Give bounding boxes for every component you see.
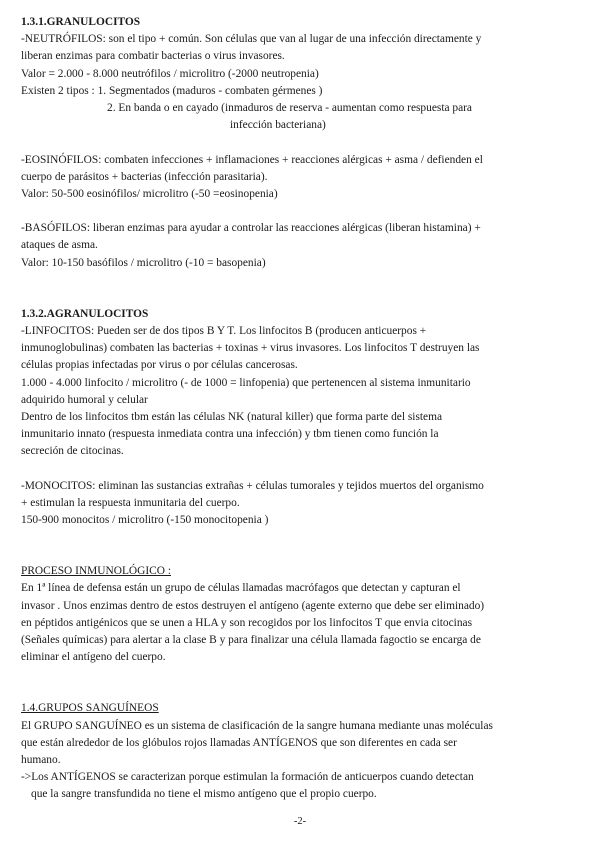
eosinofilos-value: Valor: 50-500 eosinófilos/ microlitro (-50 =eosinopenia) [21,187,278,200]
section-heading-proceso-inmunologico: PROCESO INMUNOLÓGICO : [21,565,171,578]
neutrofilos-line: -NEUTRÓFILOS: son el tipo + común. Son células que van al lugar de una infección directamente y [21,33,482,46]
section-heading-granulocitos: 1.3.1.GRANULOCITOS [21,16,141,28]
proceso-line: invasor . Unos enzimas dentro de estos destruyen el antígeno (agente externo que debe ser eliminado) [21,599,485,612]
proceso-line: En 1ª línea de defensa están un grupo de células llamadas macrófagos que detectan y capturan el [21,582,461,595]
section-heading-grupos-sanguineos: 1.4.GRUPOS SANGUÍNEOS [21,702,159,715]
grupos-line: que están alrededor de los glóbulos rojos llamadas ANTÍGENOS que son diferentes en cada ser [21,736,457,749]
section-heading-agranulocitos: 1.3.2.AGRANULOCITOS [21,307,149,320]
linfocitos-line: -LINFOCITOS: Pueden ser de dos tipos B Y T. Los linfocitos B (producen anticuerpos + [21,325,427,337]
linfocitos-value: 1.000 - 4.000 linfocito / microlitro (- de 1000 = linfopenia) que pertenencen al sistema inmunitario [21,376,471,389]
proceso-line: eliminar el antígeno del cuerpo. [21,651,166,664]
linfocitos-nk: Dentro de los linfocitos tbm están las células NK (natural killer) que forma parte del sistema [21,410,443,423]
monocitos-line: + estimulan la respuesta inmunitaria del cuerpo. [21,496,240,509]
neutrofilos-type-2: 2. En banda o en cayado (inmaduros de reserva - aumentan como respuesta para [107,101,472,114]
basofilos-line: ataques de asma. [21,239,98,252]
neutrofilos-line: liberan enzimas para combatir bacterias o virus invasores. [21,50,285,63]
grupos-line: El GRUPO SANGUÍNEO es un sistema de clasificación de la sangre humana mediante unas moléculas [21,719,493,732]
document-page [21,14,581,804]
monocitos-line: -MONOCITOS: eliminan las sustancias extrañas + células tumorales y tejidos muertos del organismo [21,479,484,492]
proceso-line: en péptidos antigénicos que se unen a HLA y son recogidos por los linfocitos T que envia citocinas [21,616,472,629]
basofilos-line: -BASÓFILOS: liberan enzimas para ayudar a controlar las reacciones alérgicas (liberan histamina) + [21,222,481,235]
monocitos-value: 150-900 monocitos / microlitro (-150 monocitopenia ) [21,514,269,527]
basofilos-value: Valor: 10-150 basófilos / microlitro (-10 = basopenia) [21,256,266,269]
grupos-line: humano. [21,753,61,766]
neutrofilos-types: Existen 2 tipos : 1. Segmentados (maduros - combaten gérmenes ) [21,84,323,97]
linfocitos-nk: secreción de citocinas. [21,445,124,458]
page-number: -2- [293,816,307,827]
proceso-line: (Señales químicas) para alertar a la clase B y para finalizar una célula llamada fagoctio se encarga de [21,634,481,646]
linfocitos-line: inmunoglobulinas) combaten las bacterias + toxinas + virus invasores. Los linfocitos T destruyen las [21,342,480,355]
neutrofilos-type-2-cont: infección bacteriana) [230,119,326,132]
eosinofilos-line: -EOSINÓFILOS: combaten infecciones + inflamaciones + reacciones alérgicas + asma / defienden el [21,153,483,166]
grupos-antigenos-cont: que la sangre transfundida no tiene el mismo antígeno que el propio cuerpo. [31,788,377,801]
neutrofilos-value: Valor = 2.000 - 8.000 neutrófilos / microlitro (-2000 neutropenia) [21,67,319,80]
eosinofilos-line: cuerpo de parásitos + bacterias (infección parasitaria). [21,170,268,183]
linfocitos-line: adquirido humoral y celular [21,393,148,406]
grupos-antigenos: ->Los ANTÍGENOS se caracterizan porque estimulan la formación de anticuerpos cuando detectan [21,771,474,784]
linfocitos-nk: inmunitario innato (respuesta inmediata contra una infección) y tbm tienen como función la [21,428,439,441]
linfocitos-line: células propias infectadas por virus o por células cancerosas. [21,359,298,372]
